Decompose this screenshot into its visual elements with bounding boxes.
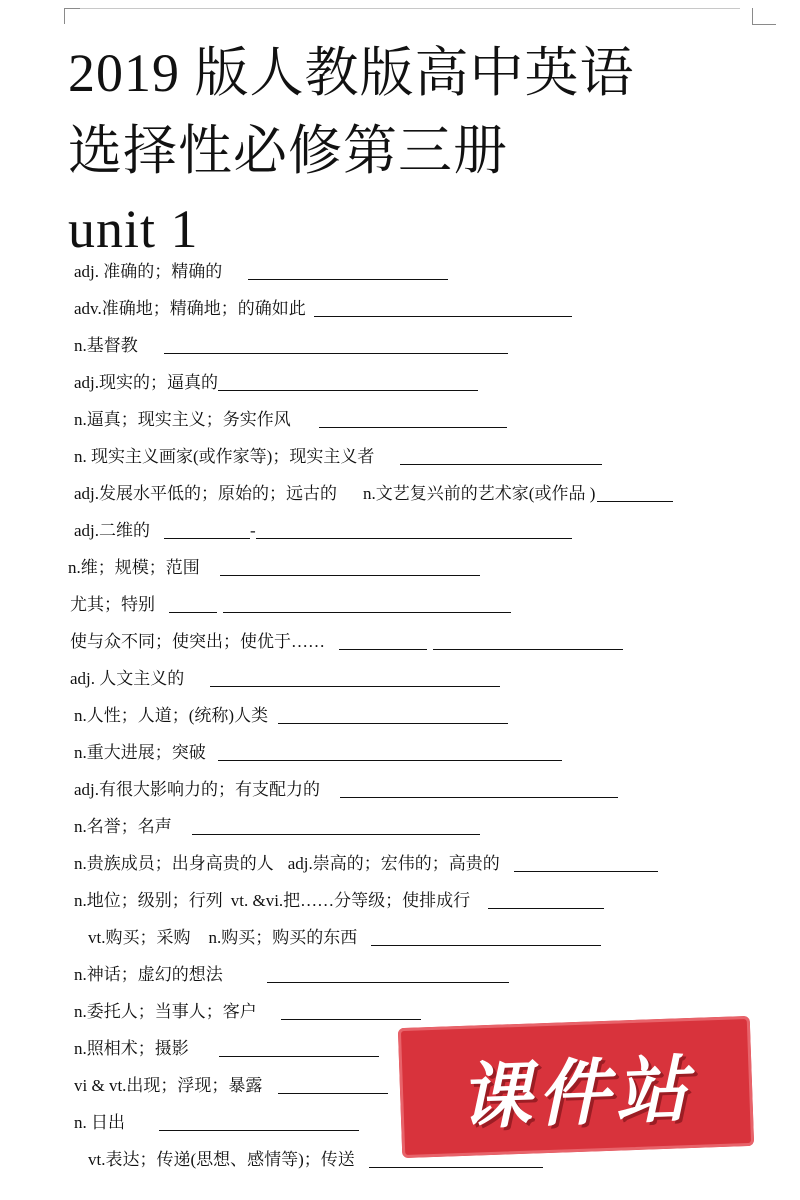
vocab-definition: 尤其；特别: [70, 595, 155, 614]
answer-blank[interactable]: [339, 629, 427, 650]
vocab-line: [74, 331, 508, 361]
vocab-definition: adv.准确地；精确地；的确如此: [74, 299, 306, 318]
answer-blank[interactable]: [340, 777, 618, 798]
vocab-line: [74, 997, 421, 1027]
vocab-definition: n.人性；人道；(统称)人类: [74, 706, 269, 725]
answer-blank[interactable]: [164, 518, 250, 539]
vocab-line: [74, 775, 618, 805]
answer-blank[interactable]: [314, 296, 572, 317]
vocab-line: [74, 701, 508, 731]
vocab-line: [74, 1108, 359, 1138]
watermark-text: 课件站: [457, 1046, 695, 1140]
vocab-definition: n.基督教: [74, 336, 138, 355]
page-top-border: [80, 8, 740, 9]
answer-blank[interactable]: [514, 851, 658, 872]
answer-blank[interactable]: [281, 999, 421, 1020]
vocab-definition: n.委托人；当事人；客户: [74, 1002, 257, 1021]
watermark-logo: [398, 1016, 754, 1158]
vocab-definition: n. 日出: [74, 1113, 125, 1132]
answer-blank[interactable]: [488, 888, 604, 909]
vocab-definition: adj.崇高的；宏伟的；高贵的: [287, 854, 500, 873]
vocab-definition: 使与众不同；使突出；使优于……: [70, 632, 325, 651]
vocab-definition: vt.购买；采购: [88, 928, 191, 947]
answer-blank[interactable]: [210, 666, 500, 687]
vocab-line: [74, 257, 448, 287]
vocab-definition: n.维；规模；范围: [68, 558, 200, 577]
vocab-definition: n.文艺复兴前的艺术家(或作品 ): [363, 484, 596, 503]
vocab-definition: n.购买；购买的东西: [208, 928, 358, 947]
vocab-definition: adj. 准确的；精确的: [74, 262, 223, 281]
answer-blank[interactable]: [371, 925, 601, 946]
vocab-definition: adj.现实的；逼真的: [74, 373, 219, 392]
vocab-definition: adj.有很大影响力的；有支配力的: [74, 780, 321, 799]
answer-blank[interactable]: [597, 481, 673, 502]
answer-blank[interactable]: [319, 407, 507, 428]
vocab-definition: vi & vt.出现；浮现；暴露: [74, 1076, 263, 1095]
vocab-line: [70, 664, 500, 694]
vocab-line: [74, 405, 507, 435]
vocab-line: [74, 442, 602, 472]
vocab-line: [70, 590, 511, 620]
vocab-definition: n.神话；虚幻的想法: [74, 965, 223, 984]
answer-blank[interactable]: [192, 814, 480, 835]
answer-blank[interactable]: [278, 703, 508, 724]
answer-blank[interactable]: [433, 629, 623, 650]
answer-blank[interactable]: [256, 518, 572, 539]
page-corner-mark: [752, 24, 776, 25]
vocab-line: [70, 627, 623, 657]
vocab-definition: vt.表达；传递(思想、感情等)；传送: [88, 1150, 355, 1169]
vocab-line: [74, 1034, 379, 1064]
vocab-definition: n.地位；级别；行列: [74, 891, 223, 910]
vocab-line: [88, 923, 601, 953]
title-line-3: unit 1: [68, 199, 199, 259]
answer-blank[interactable]: [219, 1036, 379, 1057]
vocab-line: [74, 368, 478, 398]
title-line-1: 2019 版人教版高中英语: [68, 43, 635, 103]
vocab-definition: vt. &vi.把……分等级；使排成行: [230, 891, 471, 910]
vocab-definition: adj.发展水平低的；原始的；远古的: [74, 484, 338, 503]
vocab-line: [68, 553, 480, 583]
answer-blank[interactable]: [278, 1073, 388, 1094]
page-corner-mark: [752, 8, 753, 24]
answer-blank[interactable]: [169, 592, 217, 613]
answer-blank[interactable]: [400, 444, 602, 465]
vocab-definition: n.重大进展；突破: [74, 743, 206, 762]
vocab-definition: n. 现实主义画家(或作家等)；现实主义者: [74, 447, 375, 466]
vocab-definition: adj.二维的: [74, 521, 151, 540]
vocab-definition: n.贵族成员；出身高贵的人: [74, 854, 274, 873]
answer-blank[interactable]: [220, 555, 480, 576]
vocab-line: [74, 738, 562, 768]
page-corner-mark: [64, 8, 65, 24]
vocab-line: [74, 849, 658, 879]
vocab-line: [74, 812, 480, 842]
title-line-2: 选择性必修第三册: [68, 121, 508, 181]
vocab-line: [74, 294, 572, 324]
vocab-line: [74, 516, 572, 546]
answer-blank[interactable]: [223, 592, 511, 613]
answer-blank[interactable]: [218, 740, 562, 761]
vocab-line: [74, 1071, 388, 1101]
vocab-definition: n.逼真；现实主义；务实作风: [74, 410, 291, 429]
page-corner-mark: [64, 8, 80, 9]
answer-blank[interactable]: [164, 333, 508, 354]
vocab-definition: adj. 人文主义的: [70, 669, 185, 688]
vocab-line: [74, 960, 509, 990]
vocab-line: [74, 479, 673, 509]
answer-blank[interactable]: [248, 259, 448, 280]
document-title: [68, 34, 635, 268]
vocab-definition: n.照相术；摄影: [74, 1039, 189, 1058]
hyphen-separator: -: [250, 521, 256, 540]
answer-blank[interactable]: [218, 370, 478, 391]
vocab-definition: n.名誉；名声: [74, 817, 172, 836]
vocab-line: [74, 886, 604, 916]
answer-blank[interactable]: [267, 962, 509, 983]
answer-blank[interactable]: [159, 1110, 359, 1131]
